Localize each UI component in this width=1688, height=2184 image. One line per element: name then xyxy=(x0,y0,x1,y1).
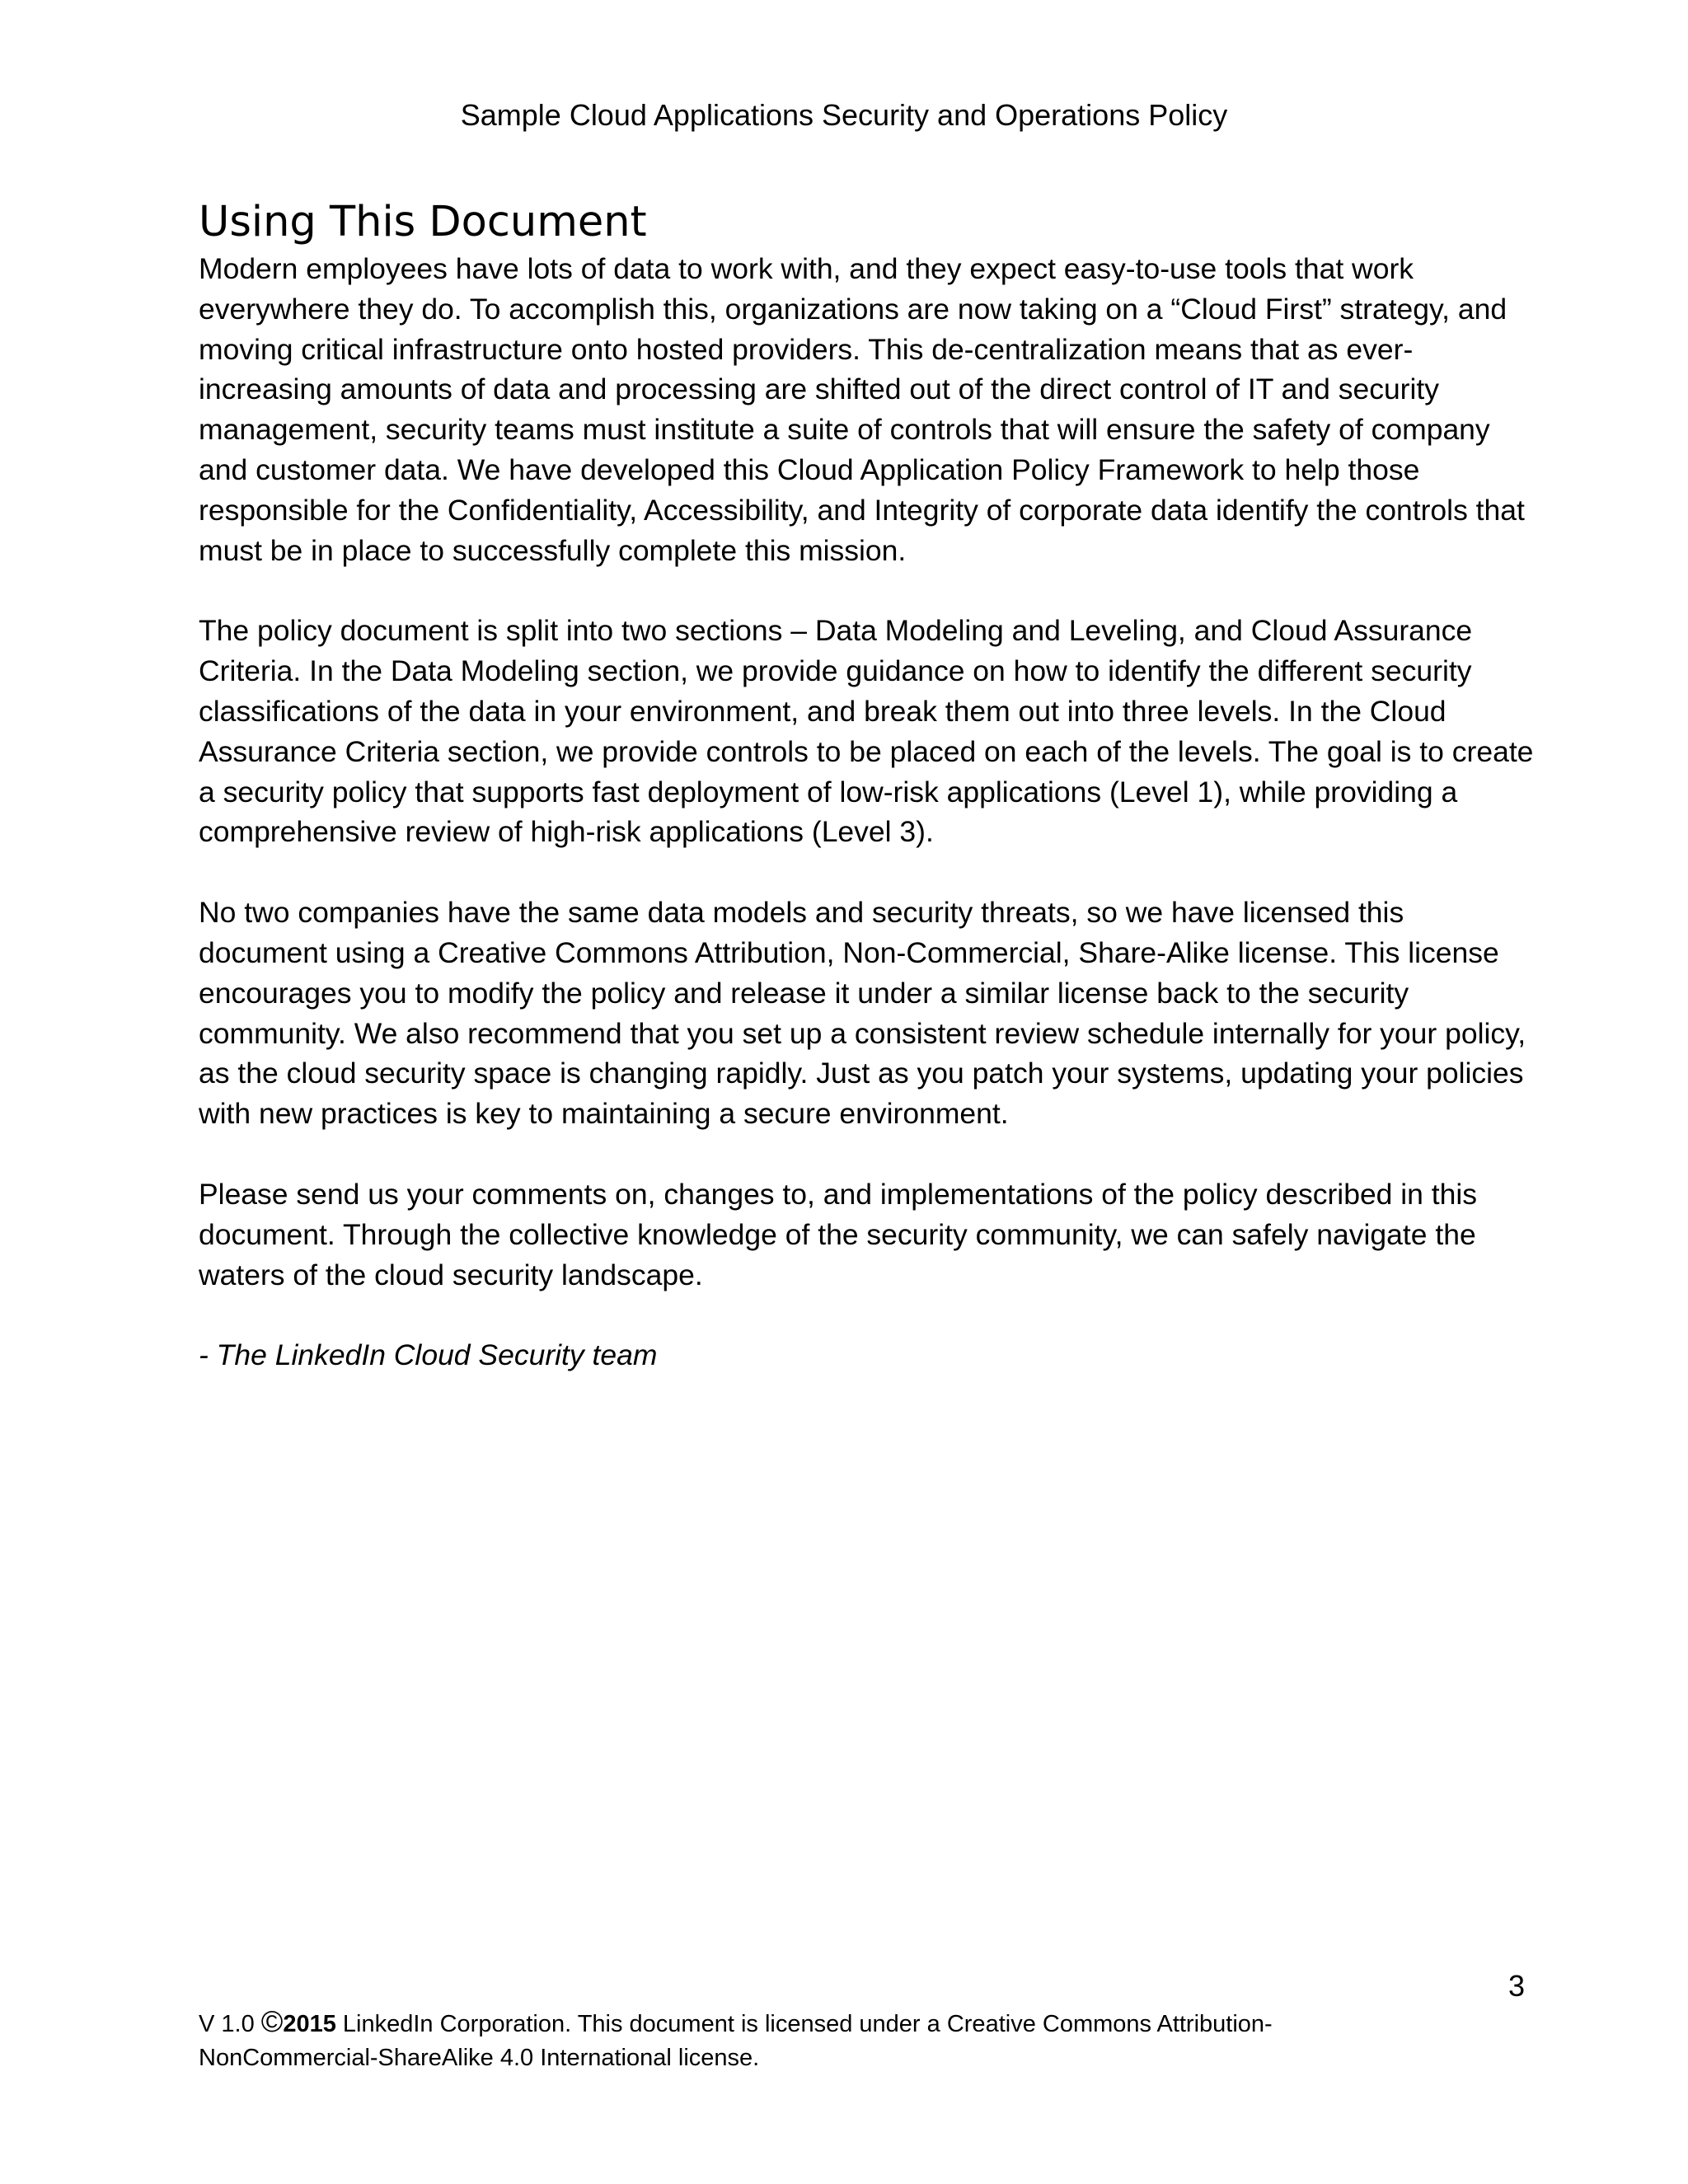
page-header: Sample Cloud Applications Security and Operations Policy xyxy=(460,98,1228,132)
footer-year: 2015 xyxy=(283,2011,336,2037)
footer-license-text: LinkedIn Corporation. This document is licensed under a Creative Commons Attribution- xyxy=(342,2011,1273,2037)
paragraph-intro: Modern employees have lots of data to work with, and they expect easy-to-use tools that work everywhere they do. To accomplish this, organizations are now taking on a “Cloud First” strategy, and moving critical infrastructure onto hosted providers. This de-centralization means that as ever-increasing amounts of data and processing are shifted out of the direct control of IT and security management, security teams must institute a suite of controls that will ensure the safety of company and customer data. We have developed this Cloud Application Policy Framework to help those responsible for the Confidentiality, Accessibility, and Integrity of corporate data identify the controls that must be in place to successfully complete this mission. xyxy=(199,252,1525,567)
paragraph-license: No two companies have the same data models and security threats, so we have licensed this document using a Creative Commons Attribution, Non-Commercial, Share-Alike license. This license encourages you to modify the policy and release it under a similar license back to the security community. We also recommend that you set up a consistent review schedule internally for your policy, as the cloud security space is changing rapidly. Just as you patch your systems, updating your policies with new practices is key to maintaining a secure environment. xyxy=(199,896,1526,1131)
footer xyxy=(199,2004,1517,2075)
paragraph-feedback: Please send us your comments on, changes to, and implementations of the policy described in this document. Through the collective knowledge of the security community, we can safely navigate the waters of the cloud security landscape. xyxy=(199,1177,1478,1291)
footer-line-1 xyxy=(199,2004,1517,2041)
footer-version: V 1.0 xyxy=(199,2011,255,2037)
footer-line-2: NonCommercial-ShareAlike 4.0 International license. xyxy=(199,2045,760,2071)
page-number: 3 xyxy=(1507,1969,1525,2003)
signature: - The LinkedIn Cloud Security team xyxy=(199,1338,658,1372)
copyright-icon: © xyxy=(260,2004,284,2038)
section-title: Using This Document xyxy=(199,198,647,246)
document-body xyxy=(199,196,1534,1376)
paragraph-structure: The policy document is split into two sections – Data Modeling and Leveling, and Cloud Assurance Criteria. In the Data Modeling section, we provide guidance on how to identify the different security classifications of the data in your environment, and break them out into three levels. In the Cloud Assurance Criteria section, we provide controls to be placed on each of the levels. The goal is to create a security policy that supports fast deployment of low-risk applications (Level 1), while providing a comprehensive review of high-risk applications (Level 3). xyxy=(199,614,1534,849)
